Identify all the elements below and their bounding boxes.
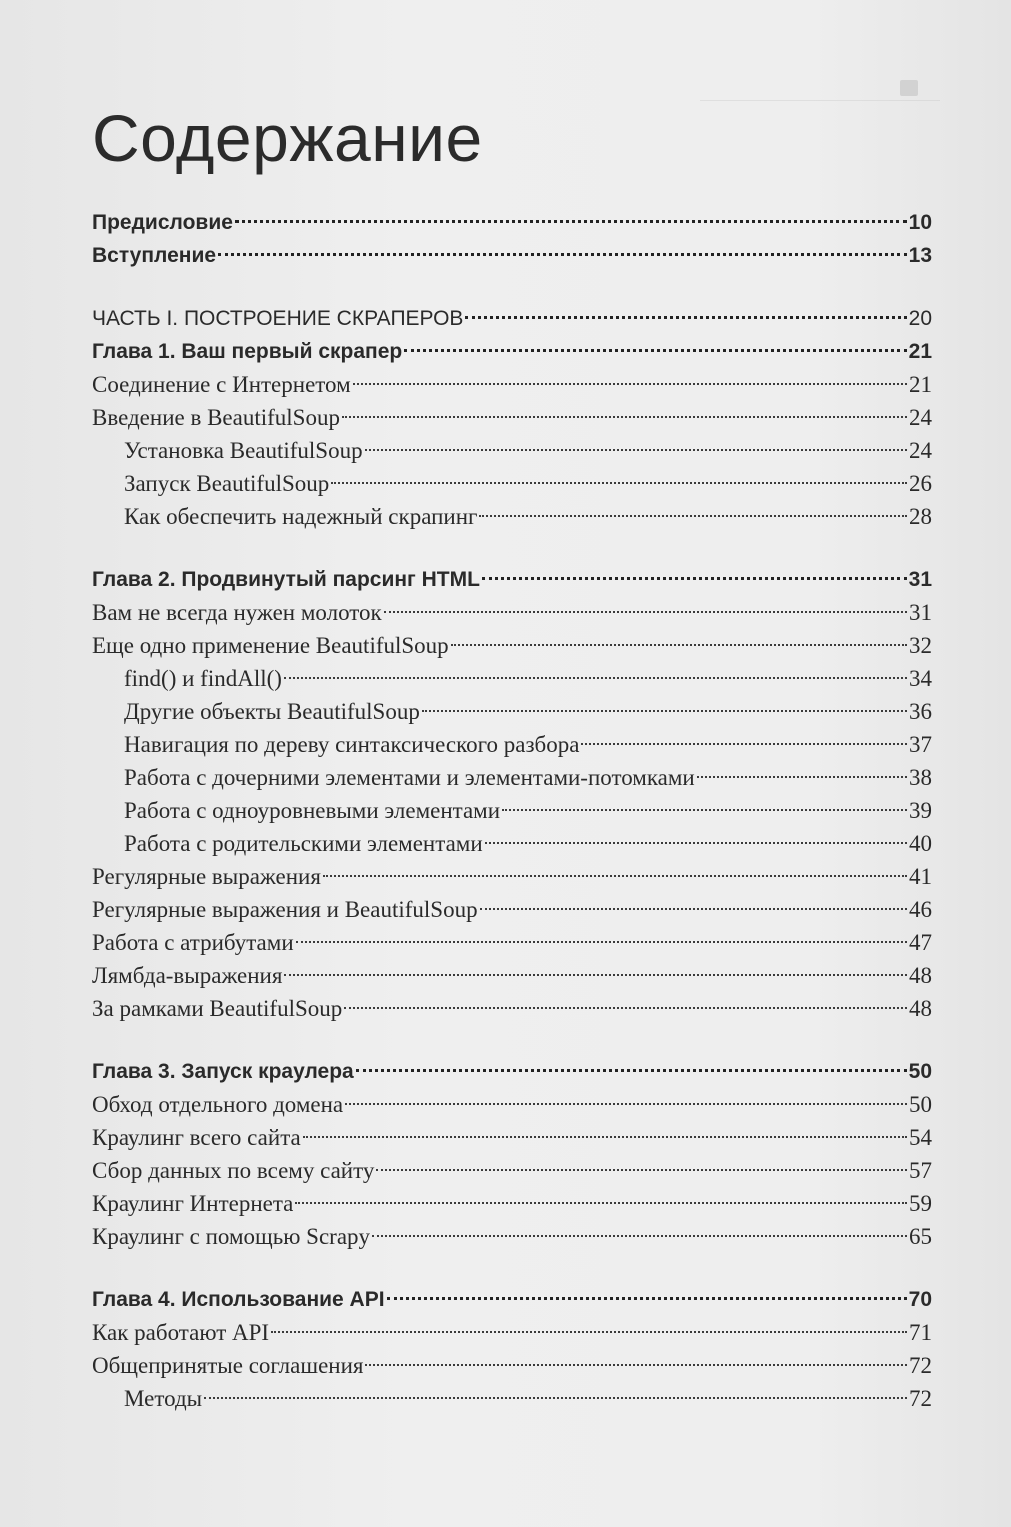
- toc-entry-label: Соединение с Интернетом: [92, 372, 351, 397]
- toc-entry-page-number: 39: [909, 798, 932, 823]
- toc-entry-label: Установка BeautifulSoup: [124, 438, 363, 463]
- toc-entry: [92, 335, 932, 368]
- dot-leader: [204, 1397, 907, 1399]
- toc-entry-page-number: 54: [909, 1125, 932, 1150]
- toc-entry-page-number: 21: [909, 372, 932, 397]
- dot-leader: [295, 1202, 907, 1204]
- dot-leader: [404, 349, 906, 352]
- toc-entry: [92, 1382, 932, 1415]
- dot-leader: [480, 908, 907, 910]
- toc-entry: [92, 302, 932, 335]
- dot-leader: [485, 842, 907, 844]
- toc-entry-page-number: 46: [909, 897, 932, 922]
- toc-entry-page-number: 10: [908, 211, 932, 234]
- toc-entry: [92, 992, 932, 1025]
- toc-entry-page-number: 31: [908, 568, 932, 591]
- toc-entry: [92, 434, 932, 467]
- dot-leader: [482, 577, 907, 580]
- toc-entry-label: Работа с атрибутами: [92, 930, 294, 955]
- toc-entry-label: За рамками BeautifulSoup: [92, 996, 343, 1021]
- page-title: Содержание: [92, 101, 483, 175]
- toc-entry-page-number: 34: [909, 666, 932, 691]
- toc-entry-label: Краулинг всего сайта: [92, 1125, 301, 1150]
- toc-entry-label: Вступление: [92, 244, 217, 267]
- toc-entry-label: Вам не всегда нужен молоток: [92, 600, 382, 625]
- toc-entry-page-number: 38: [909, 765, 932, 790]
- toc-entry: [92, 368, 932, 401]
- dot-leader: [502, 809, 907, 811]
- toc-entry-label: Общепринятые соглашения: [92, 1353, 364, 1378]
- toc-entry-label: Краулинг Интернета: [92, 1191, 294, 1216]
- dot-leader: [303, 1136, 907, 1138]
- toc-entry: [92, 1316, 932, 1349]
- toc-entry-page-number: 37: [909, 732, 932, 757]
- toc-entry-label: ЧАСТЬ I. ПОСТРОЕНИЕ СКРАПЕРОВ: [92, 307, 464, 330]
- toc-entry: [92, 827, 932, 860]
- toc-entry-page-number: 26: [909, 471, 932, 496]
- toc-entry-page-number: 31: [909, 600, 932, 625]
- dot-leader: [271, 1331, 907, 1333]
- dot-leader: [465, 316, 906, 319]
- dot-leader: [384, 611, 907, 613]
- dot-leader: [344, 1007, 907, 1009]
- toc-entry-label: Методы: [124, 1386, 203, 1411]
- toc-entry: [92, 794, 932, 827]
- toc-entry: [92, 860, 932, 893]
- toc-entry: [92, 563, 932, 596]
- toc-entry-page-number: 47: [909, 930, 932, 955]
- dot-leader: [323, 875, 907, 877]
- dot-leader: [284, 677, 907, 679]
- toc-entry-page-number: 59: [909, 1191, 932, 1216]
- toc-entry-label: Лямбда-выражения: [92, 963, 283, 988]
- dot-leader: [356, 1069, 907, 1072]
- toc-entry: [92, 1283, 932, 1316]
- toc-entry-page-number: 32: [909, 633, 932, 658]
- toc-entry-label: Навигация по дереву синтаксического разбора: [124, 732, 580, 757]
- dot-leader: [296, 941, 907, 943]
- toc-entry-label: Глава 2. Продвинутый парсинг HTML: [92, 568, 480, 591]
- toc-entry: [92, 629, 932, 662]
- dot-leader: [387, 1297, 907, 1300]
- toc-entry-page-number: 72: [909, 1386, 932, 1411]
- toc-entry-page-number: 28: [909, 504, 932, 529]
- toc-entry: [92, 1055, 932, 1088]
- toc-entry: [92, 1121, 932, 1154]
- toc-entry: [92, 728, 932, 761]
- toc-entry-label: Краулинг с помощью Scrapy: [92, 1224, 371, 1249]
- dot-leader: [479, 515, 907, 517]
- dot-leader: [284, 974, 907, 976]
- toc-entry-label: Еще одно применение BeautifulSoup: [92, 633, 449, 658]
- dot-leader: [342, 416, 907, 418]
- toc-entry-page-number: 65: [909, 1224, 932, 1249]
- toc-entry-page-number: 50: [908, 1060, 932, 1083]
- toc-entry-page-number: 72: [909, 1353, 932, 1378]
- toc-entry-label: Обход отдельного домена: [92, 1092, 344, 1117]
- toc-entry-page-number: 50: [909, 1092, 932, 1117]
- dot-leader: [331, 482, 907, 484]
- toc-entry-page-number: 48: [909, 963, 932, 988]
- toc-entry-label: Запуск BeautifulSoup: [124, 471, 330, 496]
- toc-entry: [92, 662, 932, 695]
- toc-entry: [92, 206, 932, 239]
- toc-entry-label: Глава 4. Использование API: [92, 1288, 385, 1311]
- toc-entry-label: Работа с дочерними элементами и элементами-потомками: [124, 765, 695, 790]
- toc-entry-page-number: 41: [909, 864, 932, 889]
- dot-leader: [353, 383, 907, 385]
- toc-entry-page-number: 13: [908, 244, 932, 267]
- toc-entry-page-number: 48: [909, 996, 932, 1021]
- toc-entry: [92, 1088, 932, 1121]
- toc-entry-label: find() и findAll(): [124, 666, 282, 691]
- toc-entry: [92, 959, 932, 992]
- toc-entry: [92, 1154, 932, 1187]
- dot-leader: [372, 1235, 907, 1237]
- dot-leader: [365, 449, 907, 451]
- toc-entry: [92, 239, 932, 272]
- dot-leader: [218, 253, 907, 256]
- table-of-contents: [92, 206, 932, 1415]
- toc-entry-label: Регулярные выражения и BeautifulSoup: [92, 897, 478, 922]
- dot-leader: [422, 710, 907, 712]
- dot-leader: [581, 743, 907, 745]
- toc-entry: [92, 761, 932, 794]
- toc-entry: [92, 1187, 932, 1220]
- toc-entry-page-number: 57: [909, 1158, 932, 1183]
- dot-leader: [451, 644, 907, 646]
- toc-entry-label: Работа с родительскими элементами: [124, 831, 483, 856]
- toc-entry-page-number: 21: [908, 340, 932, 363]
- toc-entry-page-number: 70: [908, 1288, 932, 1311]
- toc-entry: [92, 695, 932, 728]
- dot-leader: [345, 1103, 907, 1105]
- dot-leader: [365, 1364, 907, 1366]
- toc-entry-label: Как работают API: [92, 1320, 270, 1345]
- toc-entry-page-number: 24: [909, 405, 932, 430]
- toc-entry: [92, 596, 932, 629]
- toc-entry: [92, 467, 932, 500]
- toc-entry-page-number: 71: [909, 1320, 932, 1345]
- toc-entry-page-number: 24: [909, 438, 932, 463]
- toc-entry-label: Предисловие: [92, 211, 233, 234]
- toc-entry: [92, 1349, 932, 1382]
- dot-leader: [235, 220, 907, 223]
- dot-leader: [697, 776, 907, 778]
- toc-entry-label: Как обеспечить надежный скрапинг: [124, 504, 478, 529]
- toc-entry-page-number: 36: [909, 699, 932, 724]
- toc-entry: [92, 500, 932, 533]
- toc-entry-label: Введение в BeautifulSoup: [92, 405, 340, 430]
- toc-entry-label: Сбор данных по всему сайту: [92, 1158, 375, 1183]
- toc-entry-label: Регулярные выражения: [92, 864, 321, 889]
- toc-entry: [92, 1220, 932, 1253]
- dot-leader: [376, 1169, 907, 1171]
- toc-entry: [92, 401, 932, 434]
- bleed-through-header: [700, 78, 940, 101]
- toc-entry-page-number: 40: [909, 831, 932, 856]
- toc-entry: [92, 926, 932, 959]
- toc-entry-label: Глава 1. Ваш первый скрапер: [92, 340, 403, 363]
- toc-entry-label: Другие объекты BeautifulSoup: [124, 699, 420, 724]
- toc-entry: [92, 893, 932, 926]
- toc-entry-label: Глава 3. Запуск краулера: [92, 1060, 354, 1083]
- toc-entry-label: Работа с одноуровневыми элементами: [124, 798, 501, 823]
- toc-entry-page-number: 20: [908, 307, 932, 330]
